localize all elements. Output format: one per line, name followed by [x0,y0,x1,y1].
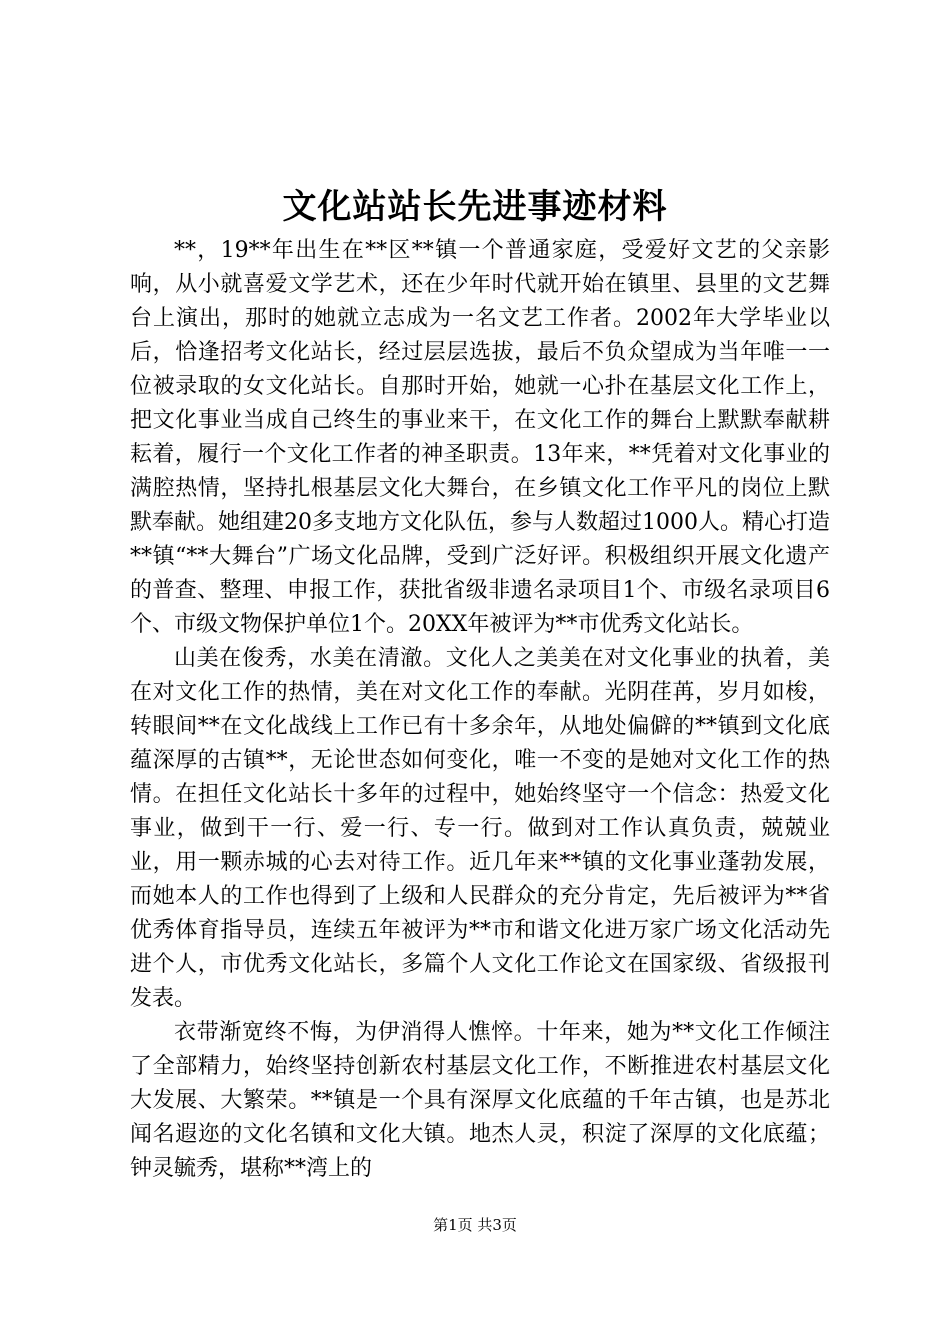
paragraph-1: **，19**年出生在**区**镇一个普通家庭，受爱好文艺的父亲影响，从小就喜爱文学艺术，还在少年时代就开始在镇里、县里的文艺舞台上演出，那时的她就立志成为一名文艺工作者。2002年大学毕业以后，恰逢招考文化站长，经过层层选拔，最后不负众望成为当年唯一一位被录取的女文化站长。自那时开始，她就一心扑在基层文化工作上，把文化事业当成自己终生的事业来干，在文化工作的舞台上默默奉献耕耘着，履行一个文化工作者的神圣职责。13年来，**凭着对文化事业的满腔热情，坚持扎根基层文化大舞台，在乡镇文化工作平凡的岗位上默默奉献。她组建20多支地方文化队伍，参与人数超过1000人。精心打造**镇“**大舞台”广场文化品牌，受到广泛好评。积极组织开展文化遗产的普查、整理、申报工作，获批省级非遗名录项目1个、市级名录项目6个、市级文物保护单位1个。20XX年被评为**市优秀文化站长。 [130,238,830,637]
page-number-footer: 第1页 共3页 [433,1216,517,1234]
paragraph-3: 衣带渐宽终不悔，为伊消得人憔悴。十年来，她为**文化工作倾注了全部精力，始终坚持创新农村基层文化工作，不断推进农村基层文化大发展、大繁荣。**镇是一个具有深厚文化底蕴的千年古镇，也是苏北闻名遐迩的文化名镇和文化大镇。地杰人灵，积淀了深厚的文化底蕴；钟灵毓秀，堪称**湾上的 [130,1020,830,1181]
document-title: 文化站站长先进事迹材料 [282,187,668,227]
paragraph-2: 山美在俊秀，水美在清澈。文化人之美美在对文化事业的执着，美在对文化工作的热情，美在对文化工作的奉献。光阴荏苒，岁月如梭，转眼间**在文化战线上工作已有十多余年，从地处偏僻的**镇到文化底蕴深厚的古镇**，无论世态如何变化，唯一不变的是她对文化工作的热情。在担任文化站长十多年的过程中，她始终坚守一个信念：热爱文化事业，做到干一行、爱一行、专一行。做到对工作认真负责，兢兢业业，用一颗赤城的心去对待工作。近几年来**镇的文化事业蓬勃发展，而她本人的工作也得到了上级和人民群众的充分肯定，先后被评为**省优秀体育指导员，连续五年被评为**市和谐文化进万家广场文化活动先进个人，市优秀文化站长，多篇个人文化工作论文在国家级、省级报刊发表。 [130,646,830,1011]
document-body [130,234,830,1186]
